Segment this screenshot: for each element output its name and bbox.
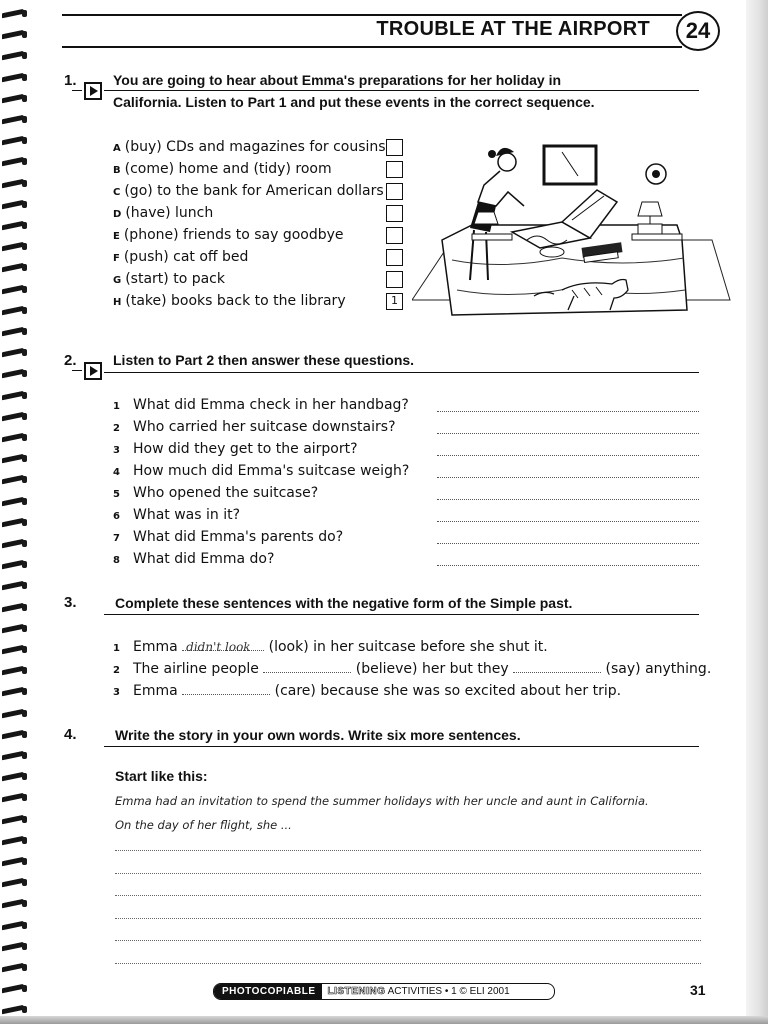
exercise-1-instruction-line2: California. Listen to Part 1 and put these events in the correct sequence. [113,94,595,110]
spiral-coil [2,199,28,210]
header-top-rule [62,14,682,16]
answer-blank[interactable] [182,636,264,654]
bottom-edge [0,1016,768,1024]
writing-line[interactable] [115,873,701,874]
exercise-1-instruction-line1: You are going to hear about Emma's preparations for her holiday in [113,72,562,88]
spiral-coil [2,93,28,104]
exercise-3-instruction: Complete these sentences with the negative form of the Simple past. [115,595,573,611]
spiral-coil [2,368,28,379]
exercise-3-rule [104,614,699,615]
unit-number-badge: 24 [676,11,720,51]
sentence-number: 2 [113,665,120,676]
sentence-text: (believe) her but they [355,661,509,677]
spiral-coil [2,453,28,464]
spiral-coil [2,686,28,697]
spiral-coil [2,326,28,337]
exercise-4-rule [104,746,699,747]
spiral-coil [2,156,28,167]
exercise-4-instruction: Write the story in your own words. Write six more sentences. [115,727,521,743]
question-number: 6 [113,511,120,522]
writing-line[interactable] [115,963,701,964]
audio-play-icon [84,82,102,100]
exercise-2-number: 2. [64,352,77,369]
question-text: What did Emma check in her handbag? [133,397,409,413]
sentence-text: Emma [133,639,178,655]
event-letter: E [113,231,120,242]
question-item [113,460,409,482]
question-item [113,438,358,460]
book-number: 1 [451,986,457,997]
footer-label [213,983,555,1000]
spiral-coil [2,665,28,676]
sentence-text: (care) because she was so excited about her trip. [274,683,622,699]
event-text: (buy) CDs and magazines for cousins [124,139,386,155]
audio-play-icon [84,362,102,380]
answer-line[interactable] [437,543,699,544]
spiral-coil [2,241,28,252]
spiral-coil [2,411,28,422]
spiral-coil [2,877,28,888]
handwritten-answer: didn't look [186,640,251,654]
emma-packing-illustration [412,140,732,330]
spiral-coil [2,390,28,401]
sentence-2 [113,658,711,680]
spiral-coil [2,920,28,931]
sequence-box[interactable] [386,161,403,178]
answer-line[interactable] [437,499,699,500]
exercise-3-number: 3. [64,594,77,611]
event-letter: H [113,297,122,308]
question-text: What was in it? [133,507,241,523]
exercise-2-rule [104,372,699,373]
event-text: (take) books back to the library [125,293,346,309]
answer-line[interactable] [437,455,699,456]
exercise-2-instruction: Listen to Part 2 then answer these questions. [113,352,415,368]
photocopiable-label: PHOTOCOPIABLE [214,984,322,999]
spiral-coil [2,708,28,719]
page-title: TROUBLE AT THE AIRPORT [376,18,650,40]
question-text: Who carried her suitcase downstairs? [133,419,396,435]
question-item [113,548,274,570]
spiral-coil [2,432,28,443]
sequence-box[interactable] [386,271,403,288]
event-letter: C [113,187,121,198]
spiral-coil [2,750,28,761]
bullet-icon: • [444,986,449,997]
spiral-coil [2,474,28,485]
event-text: (come) home and (tidy) room [124,161,332,177]
spiral-coil [2,835,28,846]
spiral-coil [2,898,28,909]
spiral-coil [2,284,28,295]
spiral-coil [2,72,28,83]
sentence-text: The airline people [133,661,259,677]
event-item [113,136,386,158]
spiral-coil [2,517,28,528]
question-text: What did Emma do? [133,551,275,567]
answer-blank[interactable] [263,658,351,673]
spiral-coil [2,814,28,825]
answer-blank[interactable] [513,658,601,673]
spiral-coil [2,856,28,867]
spiral-coil [2,623,28,634]
sentence-number: 1 [113,643,120,654]
spiral-coil [2,29,28,40]
spiral-coil [2,962,28,973]
exercise-4-number: 4. [64,726,77,743]
answer-line[interactable] [437,411,699,412]
event-text: (have) lunch [125,205,214,221]
page-number: 31 [690,982,706,998]
header-bottom-rule [62,46,682,48]
spiral-coil [2,262,28,273]
sequence-box[interactable] [386,227,403,244]
spiral-coil [2,983,28,994]
question-text: How did they get to the airport? [133,441,358,457]
story-start-line-1: Emma had an invitation to spend the summer holidays with her uncle and aunt in California. [115,794,649,808]
spiral-coil [2,178,28,189]
question-number: 3 [113,445,120,456]
spiral-coil [2,347,28,358]
spiral-coil [2,580,28,591]
spiral-coil [2,496,28,507]
sentence-number: 3 [113,687,120,698]
event-text: (push) cat off bed [123,249,249,265]
spiral-coil [2,941,28,952]
spiral-coil [2,1004,28,1015]
spiral-coil [2,602,28,613]
listening-label: LISTENING [327,986,386,997]
event-text: (start) to pack [125,271,225,287]
writing-line[interactable] [115,940,701,941]
event-item [113,180,384,202]
sequence-box[interactable] [386,249,403,266]
event-item [113,224,344,246]
sentence-text: (look) in her suitcase before she shut it. [268,639,548,655]
question-item [113,394,409,416]
event-item [113,202,213,224]
event-item [113,290,346,312]
spiral-coil [2,729,28,740]
answer-line[interactable] [437,565,699,566]
event-letter: A [113,143,121,154]
answer-line[interactable] [437,477,699,478]
sentence-text: (say) anything. [605,661,712,677]
page-edge [746,0,768,1024]
sequence-box[interactable] [386,205,403,222]
spiral-coil [2,50,28,61]
series-label [322,984,510,999]
question-item [113,416,396,438]
spiral-coil [2,644,28,655]
exercise-1-number: 1. [64,72,77,89]
sentence-text: Emma [133,683,178,699]
event-letter: F [113,253,120,264]
spiral-coil [2,771,28,782]
audio-tick [72,370,82,371]
activities-label: ACTIVITIES [387,986,443,997]
event-text: (go) to the bank for American dollars [124,183,384,199]
story-start-line-2: On the day of her flight, she ... [115,818,292,832]
sequence-box[interactable]: 1 [386,293,403,310]
event-item [113,246,248,268]
writing-line[interactable] [115,918,701,919]
event-letter: B [113,165,121,176]
spiral-coil [2,559,28,570]
event-item [113,268,225,290]
event-item [113,158,332,180]
question-number: 8 [113,555,120,566]
answer-line[interactable] [437,521,699,522]
audio-tick [72,90,82,91]
question-item [113,482,318,504]
question-number: 4 [113,467,120,478]
spiral-coil [2,114,28,125]
question-number: 5 [113,489,120,500]
question-number: 7 [113,533,120,544]
spiral-coil [2,135,28,146]
spiral-coil [2,8,28,19]
writing-line[interactable] [115,895,701,896]
sentence-1 [113,636,548,658]
question-number: 2 [113,423,120,434]
copyright-label: © ELI 2001 [459,986,510,997]
sentence-3 [113,680,621,702]
answer-line[interactable] [437,433,699,434]
event-letter: D [113,209,122,220]
answer-blank[interactable] [182,680,270,695]
spiral-coil [2,792,28,803]
writing-line[interactable] [115,850,701,851]
question-text: Who opened the suitcase? [133,485,319,501]
spiral-binding [0,0,34,1024]
question-text: What did Emma's parents do? [133,529,344,545]
sequence-box[interactable] [386,183,403,200]
question-text: How much did Emma's suitcase weigh? [133,463,410,479]
question-number: 1 [113,401,120,412]
question-item [113,526,343,548]
sequence-box[interactable] [386,139,403,156]
question-item [113,504,240,526]
spiral-coil [2,220,28,231]
event-letter: G [113,275,122,286]
event-text: (phone) friends to say goodbye [123,227,344,243]
start-like-this-label: Start like this: [115,768,208,784]
spiral-coil [2,538,28,549]
spiral-coil [2,305,28,316]
